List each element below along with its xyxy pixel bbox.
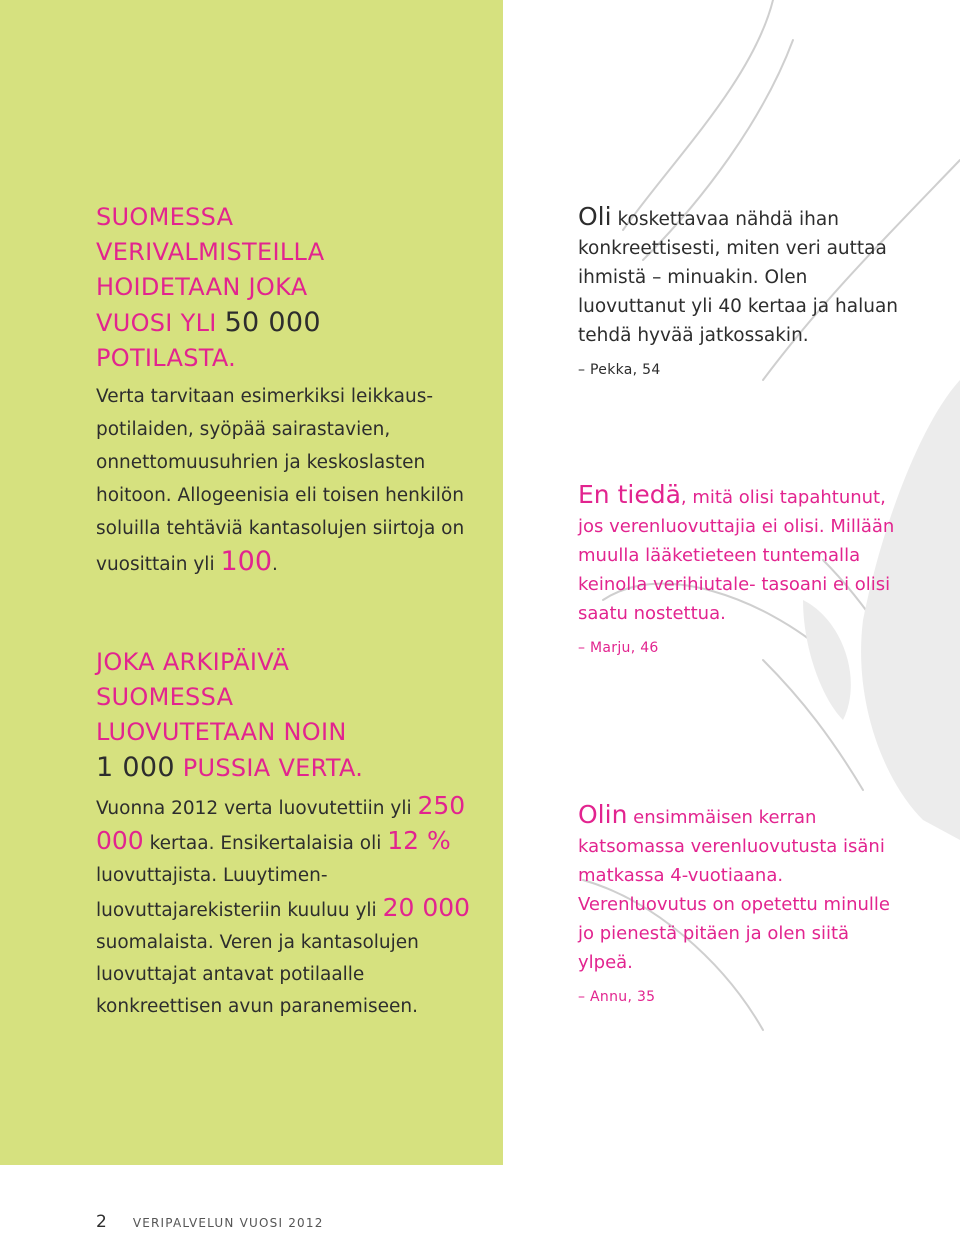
- page-footer: [96, 1212, 324, 1232]
- quote-lead: En tiedä: [578, 480, 681, 509]
- first-timers-percent: 12 %: [387, 826, 451, 855]
- heading2-text: PUSSIA VERTA.: [174, 754, 364, 782]
- quote-annu: [578, 800, 908, 1012]
- heading2-line: [96, 750, 476, 786]
- heading1-line: POTILASTA.: [96, 344, 237, 372]
- publication-title: VERIPALVELUN VUOSI 2012: [132, 1216, 324, 1230]
- quote-author: – Marju, 46: [578, 640, 659, 656]
- registry-count: 20 000: [382, 893, 471, 922]
- quote-body: ensimmäisen kerran katsomassa verenluovutusta isäni matkassa 4-vuotiaana. Verenluovutus on opetettu minulle jo pienestä pitäen ja olen siitä ylpeä.: [578, 807, 890, 973]
- quote-pekka: [578, 202, 908, 385]
- heading2-line: JOKA ARKIPÄIVÄ: [96, 648, 290, 676]
- quote-author: – Pekka, 54: [578, 362, 661, 378]
- heading2-line: LUOVUTETAAN NOIN: [96, 718, 347, 746]
- quote-body: , mitä olisi tapahtunut, jos verenluovuttajia ei olisi. Millään muulla lääketieteen tuntemalla keinolla verihiutale- tasoani ei olisi saatu nostettua.: [578, 487, 895, 624]
- paragraph-blood-usage: [96, 380, 486, 581]
- paragraph-text: Vuonna 2012 verta luovutettiin yli: [96, 798, 418, 819]
- heading1-line: SUOMESSA: [96, 203, 234, 231]
- paragraph-text: Verta tarvitaan esimerkiksi leikkaus- potilaiden, syöpää sairastavien, onnettomuusuhrien ja keskoslasten hoitoon. Allogeenisia eli toisen henkilön soluilla tehtäviä kantasolujen siirtoja on vuosittain yli: [96, 386, 465, 575]
- patients-count: 50 000: [224, 307, 321, 338]
- quote-author: – Annu, 35: [578, 989, 656, 1005]
- paragraph-text: kertaa. Ensikertalaisia oli: [143, 833, 388, 854]
- quote-text: [578, 202, 908, 350]
- quote-lead: Olin: [578, 800, 628, 829]
- bags-count: 1 000: [96, 752, 175, 783]
- heading1-text: VUOSI YLI: [96, 309, 225, 337]
- paragraph-text: luovuttajista. Luuytimen- luovuttajarekisteriin kuuluu yli: [96, 865, 383, 921]
- paragraph-text: suomalaista. Veren ja kantasolujen luovuttajat antavat potilaalle konkreettisen avun paranemiseen.: [96, 932, 419, 1017]
- donations-count: 250 000: [96, 791, 466, 855]
- paragraph-donation-stats: [96, 790, 486, 1023]
- quote-text: [578, 480, 908, 628]
- quote-marju: [578, 480, 908, 663]
- heading-daily-donations: [96, 645, 476, 786]
- transplant-count: 100: [220, 546, 273, 577]
- heading2-line: SUOMESSA: [96, 683, 234, 711]
- heading1-line: VERIVALMISTEILLA: [96, 238, 325, 266]
- quote-body: koskettavaa nähdä ihan konkreettisesti, miten veri auttaa ihmistä – minuakin. Olen luovuttanut yli 40 kertaa ja haluan tehdä hyvää jatkossakin.: [578, 209, 899, 346]
- page-number: 2: [96, 1212, 107, 1232]
- quote-text: [578, 800, 908, 977]
- heading1-line: HOIDETAAN JOKA: [96, 273, 308, 301]
- paragraph-text: .: [272, 554, 278, 575]
- heading1-line: [96, 305, 476, 341]
- quote-lead: Oli: [578, 202, 612, 231]
- heading-patients-per-year: [96, 200, 476, 376]
